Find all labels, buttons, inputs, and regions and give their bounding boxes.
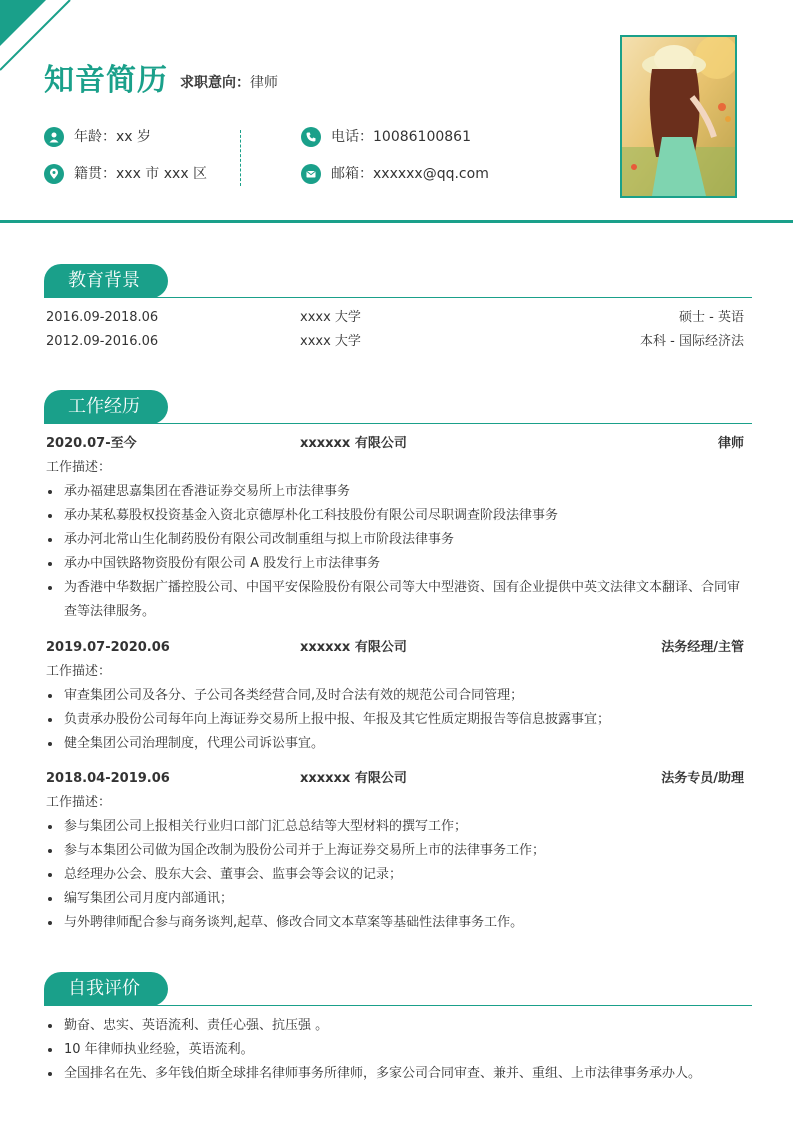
phone-info (301, 127, 471, 147)
job-company: xxxxxx 有限公司 (300, 771, 407, 786)
education-school: xxxx 大学 (300, 310, 361, 325)
job-intention (180, 74, 278, 92)
education-title: 教育背景 (44, 264, 168, 298)
list-item: 勤奋、忠实、英语流利、责任心强、抗压强 。 (46, 1014, 746, 1038)
education-degree: 本科 - 国际经济法 (640, 334, 744, 349)
self-eval-list (46, 1014, 746, 1086)
profile-photo (620, 35, 737, 198)
age-info (44, 127, 151, 147)
education-period: 2012.09-2016.06 (46, 334, 159, 349)
email-text: 邮箱：xxxxxx@qq.com (331, 166, 489, 182)
hometown-text: 籍贯：xxx 市 xxx 区 (74, 166, 208, 182)
section-underline (44, 1005, 752, 1006)
education-period: 2016.09-2018.06 (46, 310, 159, 325)
list-item: 健全集团公司治理制度，代理公司诉讼事宜。 (46, 732, 746, 756)
self-eval-section-header (44, 972, 752, 1006)
job-company: xxxxxx 有限公司 (300, 640, 407, 655)
list-item: 总经理办公会、股东大会、董事会、监事会等会议的记录； (46, 863, 746, 887)
list-item: 承办中国铁路物资股份有限公司 A 股发行上市法律事务 (46, 552, 746, 576)
self-eval-title: 自我评价 (44, 972, 168, 1006)
header-divider (0, 220, 793, 223)
education-school: xxxx 大学 (300, 334, 361, 349)
list-item: 参与本集团公司做为国企改制为股份公司并于上海证券交易所上市的法律事务工作； (46, 839, 746, 863)
work-title: 工作经历 (44, 390, 168, 424)
list-item: 编写集团公司月度内部通讯； (46, 887, 746, 911)
email-info (301, 164, 489, 184)
phone-text: 电话：10086100861 (331, 129, 471, 145)
job-desc-label: 工作描述： (46, 664, 112, 679)
list-item: 与外聘律师配合参与商务谈判,起草、修改合同文本草案等基础性法律事务工作。 (46, 911, 746, 935)
list-item: 为香港中华数据广播控股公司、中国平安保险股份有限公司等大中型港资、国有企业提供中英文法律文本翻译、合同审查等法律服务。 (46, 576, 746, 624)
resume-name: 知音简历 (44, 63, 168, 98)
list-item: 承办福建思嘉集团在香港证券交易所上市法律事务 (46, 480, 746, 504)
list-item: 10 年律师执业经验，英语流利。 (46, 1038, 746, 1062)
section-underline (44, 297, 752, 298)
age-text: 年龄：xx 岁 (74, 129, 152, 145)
location-pin-icon (44, 164, 64, 184)
job-role: 法务经理/主管 (661, 640, 744, 655)
job-period: 2019.07-2020.06 (46, 640, 170, 655)
list-item: 参与集团公司上报相关行业归口部门汇总总结等大型材料的撰写工作； (46, 815, 746, 839)
job-role: 律师 (717, 436, 744, 451)
job-period: 2020.07-至今 (46, 436, 137, 451)
section-underline (44, 423, 752, 424)
list-item: 全国排名在先、多年钱伯斯全球排名律师事务所律师，多家公司合同审查、兼并、重组、上市法律事务承办人。 (46, 1062, 746, 1086)
info-divider (240, 130, 241, 186)
list-item: 承办某私募股权投资基金入资北京德厚朴化工科技股份有限公司尽职调查阶段法律事务 (46, 504, 746, 528)
job-duties-list (46, 815, 746, 935)
list-item: 承办河北常山生化制药股份有限公司改制重组与拟上市阶段法律事务 (46, 528, 746, 552)
job-desc-label: 工作描述： (46, 460, 112, 475)
job-period: 2018.04-2019.06 (46, 771, 170, 786)
person-icon (44, 127, 64, 147)
job-intention-label: 求职意向： (180, 75, 250, 91)
list-item: 负责承办股份公司每年向上海证券交易所上报中报、年报及其它性质定期报告等信息披露事宜； (46, 708, 746, 732)
job-intention-value: 律师 (250, 75, 278, 91)
education-degree: 硕士 - 英语 (679, 310, 744, 325)
job-company: xxxxxx 有限公司 (300, 436, 407, 451)
phone-icon (301, 127, 321, 147)
job-role: 法务专员/助理 (661, 771, 744, 786)
envelope-icon (301, 164, 321, 184)
job-desc-label: 工作描述： (46, 795, 112, 810)
work-section-header (44, 390, 752, 424)
list-item: 审查集团公司及各分、子公司各类经营合同,及时合法有效的规范公司合同管理； (46, 684, 746, 708)
education-section-header (44, 264, 752, 298)
job-duties-list (46, 684, 746, 756)
hometown-info (44, 164, 207, 184)
job-duties-list (46, 480, 746, 624)
